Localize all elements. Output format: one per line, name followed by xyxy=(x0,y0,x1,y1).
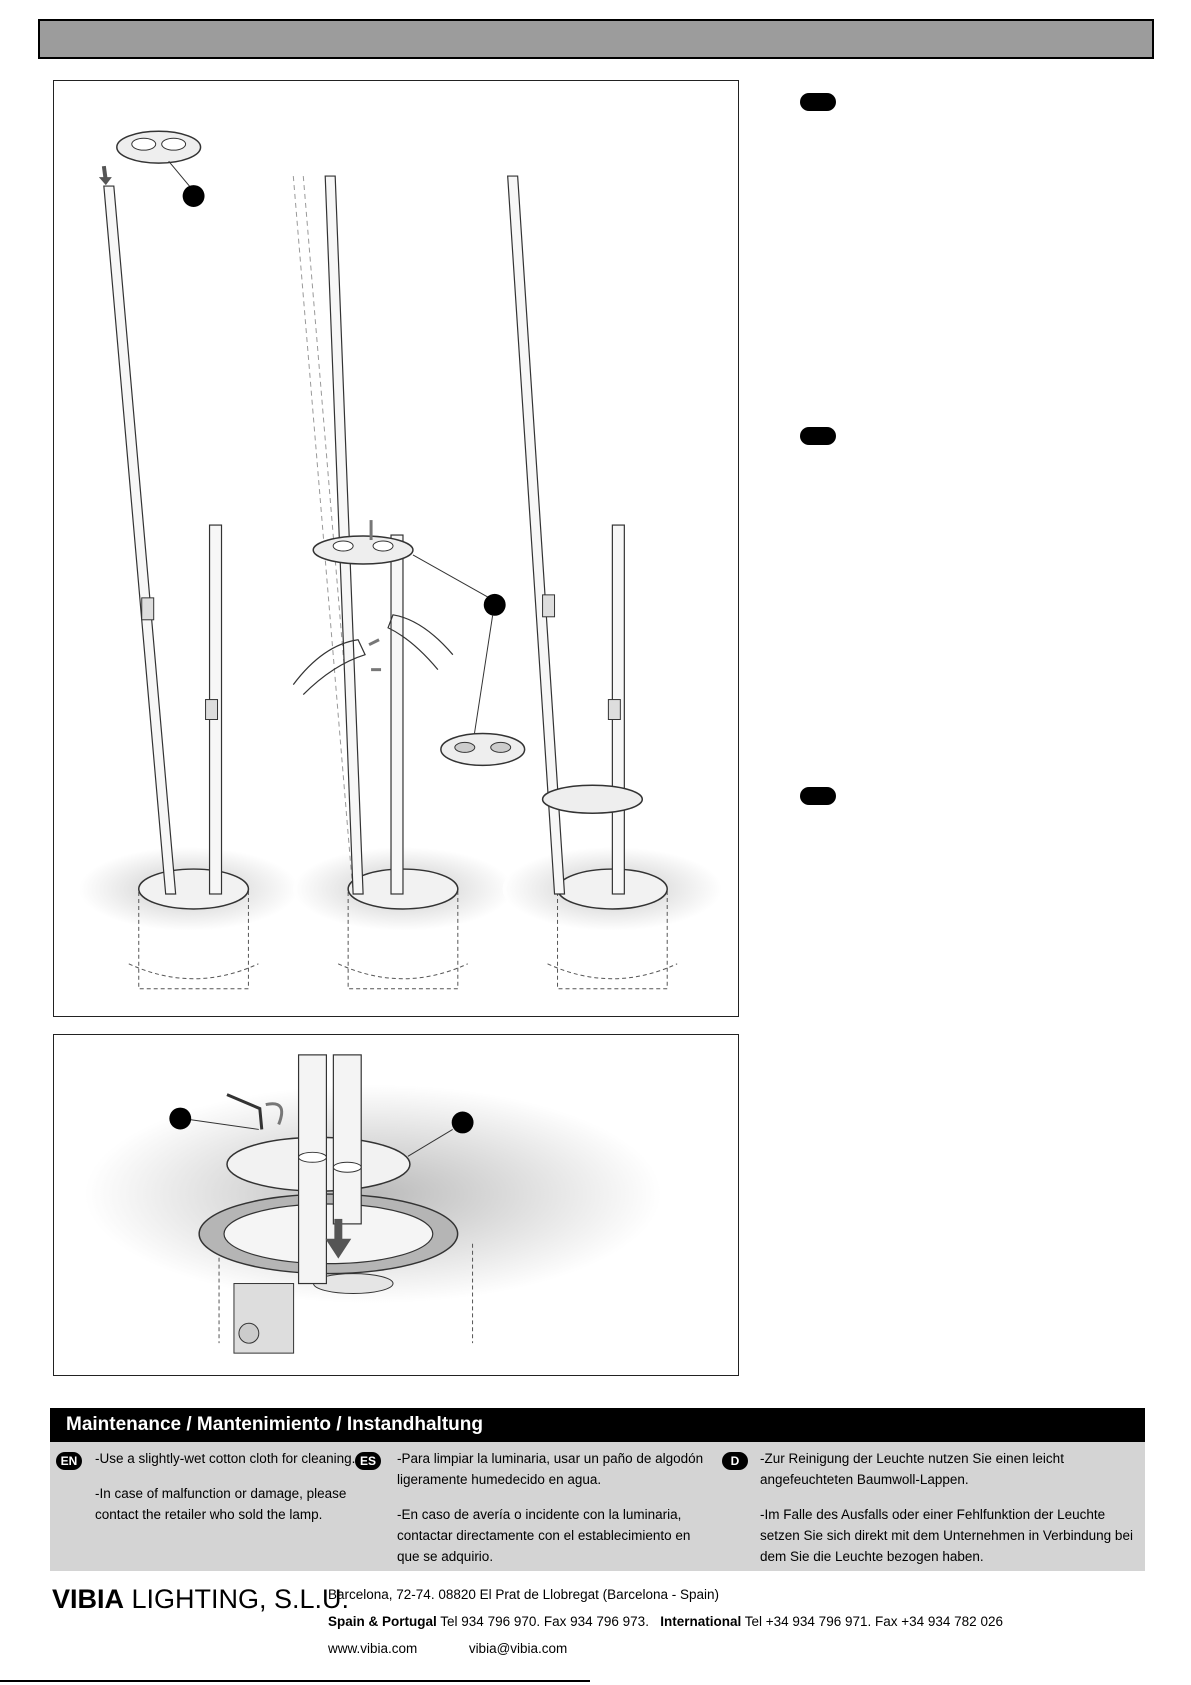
es-malfunction-text: -En caso de avería o incidente con la luminaria, contactar directamente con el establecimiento en que se adquirio. xyxy=(397,1507,691,1564)
step-marker-3 xyxy=(800,787,836,805)
assembly-illustration-panel xyxy=(53,80,739,1017)
maintenance-col-en xyxy=(95,1448,360,1539)
fixing-illustration xyxy=(54,1035,738,1375)
fixing-illustration-panel xyxy=(53,1034,739,1376)
step-marker-1 xyxy=(800,93,836,111)
maintenance-section xyxy=(50,1442,1145,1571)
spain-label: Spain & Portugal xyxy=(328,1614,437,1629)
brand-suffix: LIGHTING, S.L.U. xyxy=(124,1584,350,1614)
badge-de: D xyxy=(722,1452,748,1470)
badge-en: EN xyxy=(56,1452,82,1470)
de-cleaning-text: -Zur Reinigung der Leuchte nutzen Sie einen leicht angefeuchteten Baumwoll-Lappen. xyxy=(760,1451,1064,1487)
contact-line xyxy=(328,1614,1003,1630)
international-label: International xyxy=(660,1614,742,1629)
company-logo xyxy=(52,1584,349,1614)
website-link[interactable]: www.vibia.com xyxy=(328,1641,418,1656)
assembly-illustration xyxy=(54,81,738,1016)
badge-es: ES xyxy=(355,1452,381,1470)
spain-contact: Tel 934 796 970. Fax 934 796 973. xyxy=(440,1614,649,1629)
maintenance-col-es xyxy=(397,1448,709,1581)
footer-divider xyxy=(0,1680,590,1682)
section-header-bar xyxy=(38,19,1154,59)
step-marker-2 xyxy=(800,427,836,445)
maintenance-col-de xyxy=(760,1448,1145,1581)
maintenance-title: Maintenance / Mantenimiento / Instandhaltung xyxy=(50,1408,1145,1442)
es-cleaning-text: -Para limpiar la luminaria, usar un paño de algodón ligeramente humedecido en agua. xyxy=(397,1451,704,1487)
international-contact: Tel +34 934 796 971. Fax +34 934 782 026 xyxy=(744,1614,1003,1629)
company-address: Barcelona, 72-74. 08820 El Prat de Llobregat (Barcelona - Spain) xyxy=(328,1587,719,1602)
en-malfunction-text: -In case of malfunction or damage, please contact the retailer who sold the lamp. xyxy=(95,1486,347,1522)
en-cleaning-text: -Use a slightly-wet cotton cloth for cleaning. xyxy=(95,1451,356,1466)
web-line xyxy=(328,1641,567,1657)
email-link[interactable]: vibia@vibia.com xyxy=(468,1641,568,1656)
brand-name: VIBIA xyxy=(52,1584,125,1614)
de-malfunction-text: -Im Falle des Ausfalls oder einer Fehlfunktion der Leuchte setzen Sie sich direkt mit dem Unternehmen in Verbindung bei dem Sie die Leuchte bezogen haben. xyxy=(760,1507,1133,1564)
